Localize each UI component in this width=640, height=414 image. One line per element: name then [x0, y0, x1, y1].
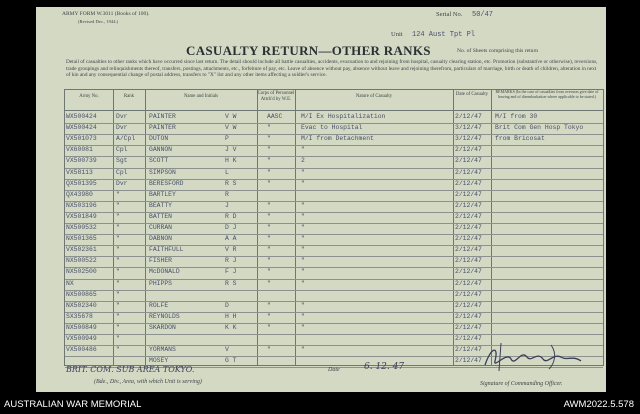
- cell-army-no: NX502500: [66, 268, 97, 276]
- cell-date: 2/12/47: [455, 224, 482, 231]
- cell-init: R J: [225, 257, 237, 265]
- form-name: ARMY FORM W.3011 (Books of 100).: [62, 11, 150, 17]
- cell-name: BEATTY: [149, 201, 173, 209]
- cell-nature: ": [301, 212, 305, 220]
- cell-name: PAINTER: [149, 124, 176, 132]
- unit-label: Unit: [391, 31, 403, 38]
- cell-init: A A: [225, 235, 237, 243]
- cell-name: PHIPPS: [149, 279, 173, 287]
- signature-label: Signature of Commanding Officer.: [480, 381, 563, 387]
- cell-corps: ": [267, 179, 271, 187]
- cell-nature: M/I Ex Hospitalization: [301, 113, 386, 120]
- cell-nature: ": [301, 246, 305, 254]
- cell-init: V W: [225, 124, 237, 132]
- cell-init: R S: [225, 279, 237, 287]
- cell-name: REYNOLDS: [149, 312, 180, 320]
- cell-init: K K: [225, 323, 237, 331]
- cell-date: 2/12/47: [455, 246, 482, 254]
- cell-army-no: VX500949: [66, 335, 97, 342]
- cell-date: 2/12/47: [455, 290, 482, 298]
- cell-rank: ": [116, 290, 120, 298]
- cell-init: V R: [225, 246, 237, 254]
- cell-army-no: QX43980: [66, 190, 93, 198]
- cell-init: G T: [225, 357, 237, 365]
- row-rule: [65, 212, 603, 213]
- cell-rank: ": [116, 246, 120, 254]
- cell-army-no: VX60081: [66, 146, 93, 154]
- casualty-return-form: [36, 7, 606, 392]
- cell-date: 2/12/47: [455, 357, 482, 365]
- cell-init: H K: [225, 157, 237, 165]
- row-rule: [65, 223, 603, 224]
- cell-army-no: QX501395: [66, 179, 97, 187]
- cell-rank: ": [116, 224, 120, 231]
- cell-date: 2/12/47: [455, 190, 482, 198]
- cell-army-no: VX500739: [66, 157, 97, 165]
- cell-rank: ": [116, 235, 120, 243]
- cell-nature: 2: [301, 157, 305, 165]
- cell-name: MOSEY: [149, 357, 169, 365]
- credit-left: AUSTRALIAN WAR MEMORIAL: [4, 399, 142, 410]
- cell-name: McDONALD: [149, 268, 180, 276]
- cell-date: 2/12/47: [455, 212, 482, 220]
- cell-corps: ": [267, 224, 271, 231]
- serial-value: 50/47: [472, 11, 494, 19]
- cell-name: FISHER: [149, 257, 173, 265]
- cell-corps: ": [267, 146, 271, 154]
- cell-corps: AASC: [267, 113, 283, 120]
- cell-rank: ": [116, 257, 120, 265]
- cell-nature: Evac to Hospital: [301, 124, 363, 132]
- col-army-no: Army No.: [79, 94, 99, 99]
- serial-label: Serial No.: [436, 11, 463, 18]
- cell-nature: ": [301, 179, 305, 187]
- cell-army-no: NX503196: [66, 201, 97, 209]
- cell-name: BARTLEY: [149, 190, 176, 198]
- cell-date: 2/12/47: [455, 179, 482, 187]
- cell-name: CURRAN: [149, 224, 173, 231]
- row-rule: [65, 145, 603, 146]
- row-rule: [65, 279, 603, 280]
- date-handwritten: 6. 12. 47: [364, 362, 405, 372]
- cell-date: 2/12/47: [455, 168, 482, 176]
- cell-init: J: [225, 201, 229, 209]
- cell-init: V W: [225, 113, 237, 120]
- cell-init: J V: [225, 146, 237, 154]
- cell-corps: ": [267, 157, 271, 165]
- row-rule: [65, 168, 603, 169]
- revised-note: (Revised Dec., 1944.): [78, 19, 119, 24]
- cell-army-no: VX502361: [66, 246, 97, 254]
- row-rule: [65, 190, 603, 191]
- cell-date: 2/12/47: [455, 279, 482, 287]
- cell-date: 2/12/47: [455, 113, 482, 120]
- cell-init: H H: [225, 312, 237, 320]
- cell-rank: ": [116, 279, 120, 287]
- cell-army-no: NX: [66, 279, 74, 287]
- row-rule: [65, 234, 603, 235]
- col-corps: Corps of Personnel Attch'd by W.E.: [257, 91, 295, 102]
- cell-corps: ": [267, 168, 271, 176]
- cell-init: F J: [225, 268, 237, 276]
- unit-value: 124 Aust Tpt Pl: [412, 31, 476, 39]
- cell-nature: ": [301, 279, 305, 287]
- cell-rank: ": [116, 323, 120, 331]
- col-date: Date of Casualty: [455, 92, 489, 97]
- cell-date: 2/12/47: [455, 301, 482, 309]
- cell-name: SKARDON: [149, 323, 176, 331]
- cell-corps: ": [267, 124, 271, 132]
- cell-nature: ": [301, 201, 305, 209]
- cell-name: BATTEN: [149, 212, 173, 220]
- col-remarks: REMARKS (In the case of casualties from overseas give date of leaving and of disembarkation where applicable to be stated.): [495, 89, 599, 99]
- cell-name: DABNON: [149, 235, 173, 243]
- cell-rank: Dvr: [116, 113, 128, 120]
- cell-corps: ": [267, 301, 271, 309]
- cell-date: 2/12/47: [455, 346, 482, 354]
- col-nature: Nature of Casualty: [355, 94, 393, 99]
- row-rule: [65, 256, 603, 257]
- cell-nature: ": [301, 323, 305, 331]
- cell-corps: ": [267, 135, 271, 143]
- col-name: Name and Initials: [183, 94, 219, 99]
- cell-corps: ": [267, 323, 271, 331]
- cell-init: D J: [225, 224, 237, 231]
- cell-corps: ": [267, 246, 271, 254]
- cell-name: BERESFORD: [149, 179, 184, 187]
- cell-army-no: WX500424: [66, 113, 97, 120]
- cell-name: PAINTER: [149, 113, 176, 120]
- cell-rank: ": [116, 268, 120, 276]
- cell-date: 2/12/47: [455, 235, 482, 243]
- cell-init: R S: [225, 179, 237, 187]
- cell-date: 2/12/47: [455, 312, 482, 320]
- instructions: Detail of casualties to other ranks which have occurred since last return. The detail should include all battle casualties, accidents, evacuation to and rejoining from hospital, casualty clearing station, etc. Promotion (substantive or otherwise), reversions, trade groupings and relinquishments thereof, transfers, postings, attachments, etc., forfeiture of pay, etc. Leave of absence without pay, absence without leave and rejoining therefrom, particulars of marriage, birth or death of children, alteration in next of kin and any consequential change of postal address, transfers to "X" list and any other items affecting a soldier's service.: [66, 59, 598, 79]
- cell-army-no: VX501849: [66, 212, 97, 220]
- cell-army-no: NX500849: [66, 323, 97, 331]
- row-rule: [65, 179, 603, 180]
- cell-corps: ": [267, 201, 271, 209]
- cell-rank: ": [116, 212, 120, 220]
- cell-date: 2/12/47: [455, 323, 482, 331]
- cell-corps: ": [267, 312, 271, 320]
- cell-name: GANNON: [149, 146, 173, 154]
- casualty-table: [64, 89, 604, 366]
- cell-name: YORMANS: [149, 346, 176, 354]
- cell-nature: ": [301, 301, 305, 309]
- cell-army-no: NX502340: [66, 301, 97, 309]
- cell-rank: Cpl: [116, 146, 128, 154]
- date-label: Date: [328, 367, 340, 373]
- cell-nature: ": [301, 235, 305, 243]
- row-rule: [65, 301, 603, 302]
- row-rule: [65, 267, 603, 268]
- cell-army-no: VX501073: [66, 135, 97, 143]
- cell-corps: ": [267, 212, 271, 220]
- form-title: CASUALTY RETURN—OTHER RANKS: [186, 43, 431, 58]
- cell-rank: ": [116, 312, 120, 320]
- cell-corps: ": [267, 279, 271, 287]
- row-rule: [65, 334, 603, 335]
- row-rule: [65, 156, 603, 157]
- formation-handwritten: BRIT. COM. SUB AREA TOKYO.: [66, 365, 195, 374]
- cell-name: DUTON: [149, 135, 169, 143]
- cell-army-no: NX500522: [66, 257, 97, 265]
- cell-date: 2/12/47: [455, 146, 482, 154]
- cell-nature: ": [301, 257, 305, 265]
- cell-date: 2/12/47: [455, 268, 482, 276]
- cell-rank: ": [116, 335, 120, 342]
- cell-corps: ": [267, 235, 271, 243]
- cell-corps: ": [267, 346, 271, 354]
- cell-rank: ": [116, 190, 120, 198]
- cell-nature: ": [301, 268, 305, 276]
- cell-name: ROLFE: [149, 301, 169, 309]
- cell-nature: ": [301, 346, 305, 354]
- cell-army-no: VX58113: [66, 168, 93, 176]
- cell-army-no: NX500865: [66, 290, 97, 298]
- cell-corps: ": [267, 257, 271, 265]
- cell-date: 3/12/47: [455, 124, 482, 132]
- cell-remarks: from Bricosat: [495, 135, 545, 143]
- cell-army-no: VX500486: [66, 346, 97, 354]
- cell-rank: Sgt: [116, 157, 128, 165]
- cell-init: P: [225, 135, 229, 143]
- cell-army-no: SX35678: [66, 312, 93, 320]
- row-rule: [65, 245, 603, 246]
- row-rule: [65, 323, 603, 324]
- col-rank: Rank: [123, 94, 135, 99]
- cell-rank: ": [116, 301, 120, 309]
- cell-nature: ": [301, 168, 305, 176]
- cell-rank: ": [116, 201, 120, 209]
- row-rule: [65, 201, 603, 202]
- cell-nature: ": [301, 224, 305, 231]
- cell-rank: Dvr: [116, 124, 128, 132]
- cell-init: R: [225, 190, 229, 198]
- credit-right: AWM2022.5.578: [563, 399, 634, 410]
- cell-init: L: [225, 168, 229, 176]
- cell-init: V: [225, 346, 229, 354]
- cell-date: 2/12/47: [455, 335, 482, 342]
- cell-rank: Dvr: [116, 179, 128, 187]
- cell-army-no: NX501365: [66, 235, 97, 243]
- cell-army-no: NX500532: [66, 224, 97, 231]
- cell-name: SIMPSON: [149, 168, 176, 176]
- sheets-label: No. of Sheets comprising this return: [457, 48, 539, 54]
- cell-nature: ": [301, 146, 305, 154]
- formation-label: (Bde., Div., Area, with which Unit is serving): [94, 379, 202, 385]
- row-rule: [65, 312, 603, 313]
- cell-name: SCOTT: [149, 157, 169, 165]
- cell-date: 2/12/47: [455, 157, 482, 165]
- cell-corps: ": [267, 268, 271, 276]
- row-rule: [65, 290, 603, 291]
- cell-nature: M/I from Detachment: [301, 135, 374, 143]
- cell-date: 2/12/47: [455, 201, 482, 209]
- cell-army-no: WX500424: [66, 124, 97, 132]
- cell-nature: ": [301, 312, 305, 320]
- cell-init: D: [225, 301, 229, 309]
- cell-remarks: M/I from 30: [495, 113, 538, 120]
- cell-remarks: Brit Com Gen Hosp Tokyo: [495, 124, 584, 132]
- cell-date: 3/12/47: [455, 135, 482, 143]
- cell-rank: Cpl: [116, 168, 128, 176]
- commanding-officer-signature: [481, 341, 591, 373]
- cell-rank: A/Cpl: [116, 135, 136, 143]
- cell-date: 2/12/47: [455, 257, 482, 265]
- cell-init: R D: [225, 212, 237, 220]
- cell-name: FAITHFULL: [149, 246, 184, 254]
- cell-rank: ": [116, 346, 120, 354]
